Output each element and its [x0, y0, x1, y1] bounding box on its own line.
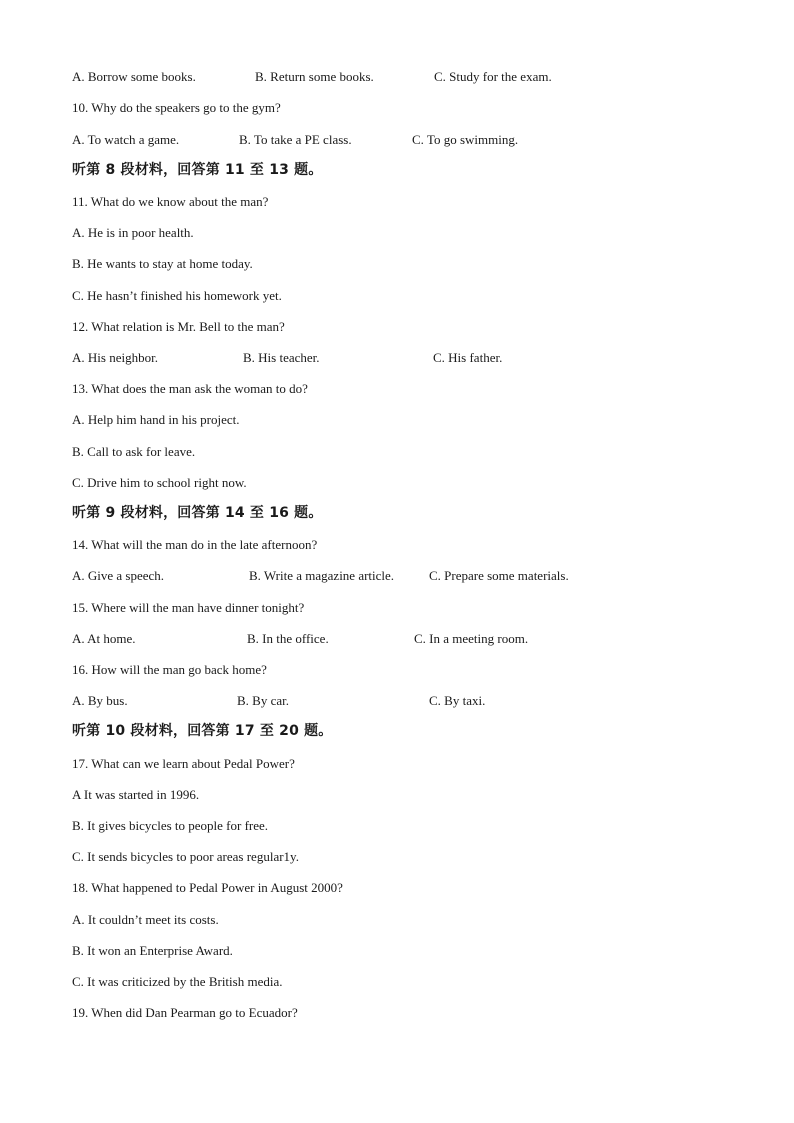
- q12-option-a: A. His neighbor.: [72, 350, 158, 365]
- section-8-heading: 听第 8 段材料，回答第 11 至 13 题。: [72, 162, 323, 178]
- q10-option-b: B. To take a PE class.: [239, 132, 352, 147]
- q12-option-c: C. His father.: [433, 350, 503, 365]
- q17-option-a: A It was started in 1996.: [72, 787, 200, 802]
- q9-option-b: B. Return some books.: [255, 69, 374, 84]
- q16-options: [0, 693, 794, 709]
- q12-question: 12. What relation is Mr. Bell to the man?: [72, 319, 285, 334]
- q16-question: 16. How will the man go back home?: [72, 662, 267, 677]
- q16-option-a: A. By bus.: [72, 693, 128, 708]
- q14-option-a: A. Give a speech.: [72, 568, 165, 583]
- q17-option-b: B. It gives bicycles to people for free.: [72, 818, 269, 833]
- q13-option-b: B. Call to ask for leave.: [72, 444, 196, 459]
- section-10-heading: 听第 10 段材料，回答第 17 至 20 题。: [72, 723, 333, 739]
- q14-options: [0, 568, 794, 584]
- q17-question: 17. What can we learn about Pedal Power?: [72, 756, 295, 771]
- q18-question: 18. What happened to Pedal Power in August 2000?: [72, 880, 343, 895]
- q13-option-a: A. Help him hand in his project.: [72, 412, 240, 427]
- q18-option-a: A. It couldn’t meet its costs.: [72, 912, 219, 927]
- q9-options: [0, 69, 794, 85]
- q19-question: 19. When did Dan Pearman go to Ecuador?: [72, 1005, 298, 1020]
- q14-question: 14. What will the man do in the late afternoon?: [72, 537, 318, 552]
- q16-option-b: B. By car.: [237, 693, 289, 708]
- q15-option-a: A. At home.: [72, 631, 136, 646]
- q18-option-c: C. It was criticized by the British media.: [72, 974, 283, 989]
- q13-option-c: C. Drive him to school right now.: [72, 475, 247, 490]
- q15-option-c: C. In a meeting room.: [414, 631, 529, 646]
- q10-option-a: A. To watch a game.: [72, 132, 180, 147]
- q10-options: [0, 132, 794, 148]
- q15-question: 15. Where will the man have dinner tonight?: [72, 600, 305, 615]
- q15-options: [0, 631, 794, 647]
- q14-option-b: B. Write a magazine article.: [249, 568, 395, 583]
- q11-option-b: B. He wants to stay at home today.: [72, 256, 253, 271]
- q15-option-b: B. In the office.: [247, 631, 329, 646]
- q10-option-c: C. To go swimming.: [412, 132, 519, 147]
- section-9-heading: 听第 9 段材料，回答第 14 至 16 题。: [72, 505, 323, 521]
- q9-option-c: C. Study for the exam.: [434, 69, 552, 84]
- q17-option-c: C. It sends bicycles to poor areas regular1y.: [72, 849, 299, 864]
- q12-options: [0, 350, 794, 366]
- q11-option-c: C. He hasn’t finished his homework yet.: [72, 288, 282, 303]
- q16-option-c: C. By taxi.: [429, 693, 486, 708]
- q9-option-a: A. Borrow some books.: [72, 69, 196, 84]
- q14-option-c: C. Prepare some materials.: [429, 568, 569, 583]
- q10-question: 10. Why do the speakers go to the gym?: [72, 100, 281, 115]
- q11-question: 11. What do we know about the man?: [72, 194, 269, 209]
- q12-option-b: B. His teacher.: [243, 350, 320, 365]
- q18-option-b: B. It won an Enterprise Award.: [72, 943, 233, 958]
- q13-question: 13. What does the man ask the woman to do?: [72, 381, 308, 396]
- q11-option-a: A. He is in poor health.: [72, 225, 194, 240]
